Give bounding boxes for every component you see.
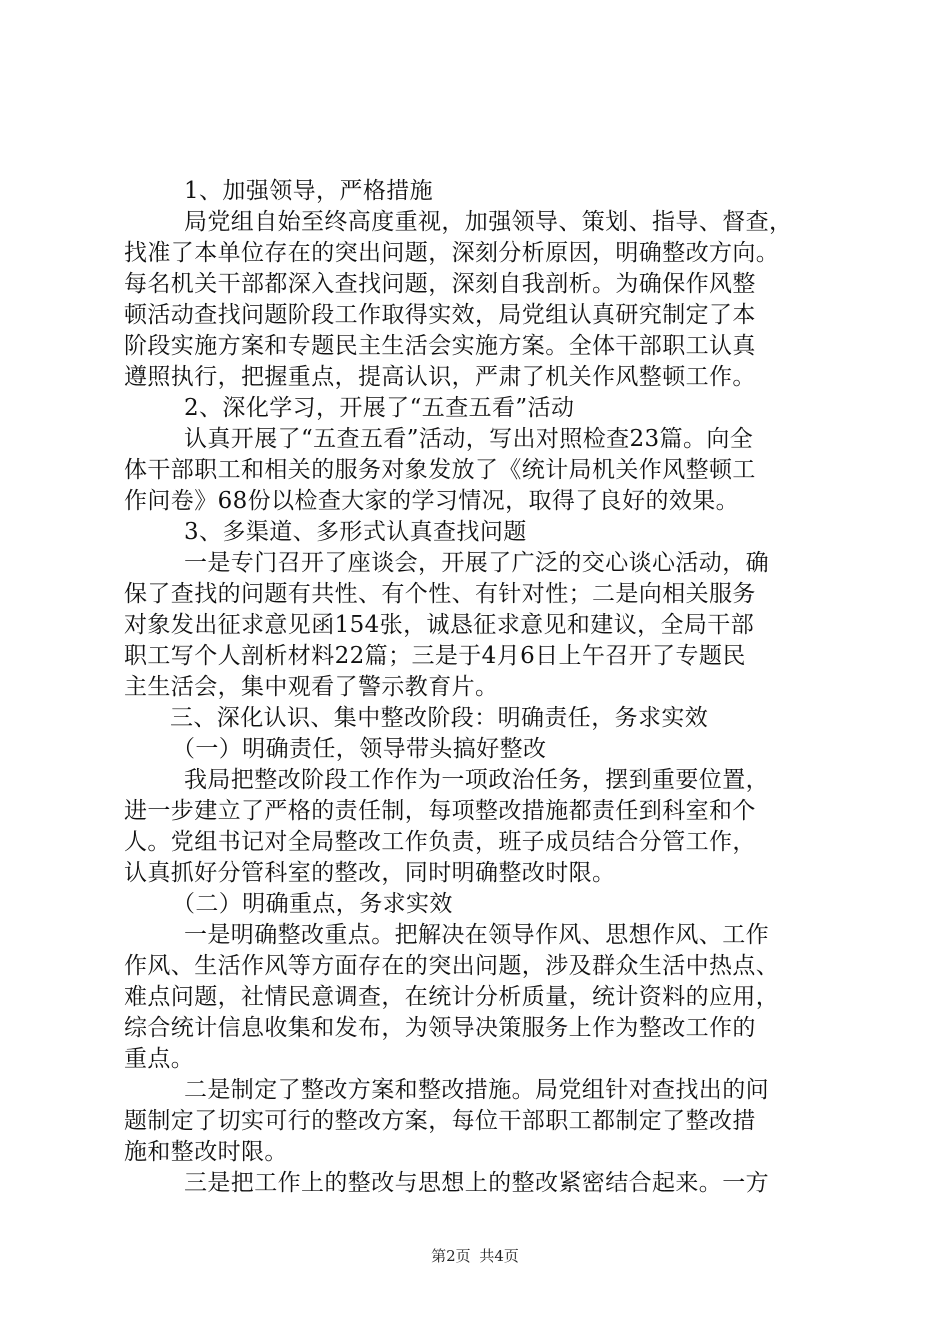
paragraph-line: 难点问题，社情民意调查，在统计分析质量，统计资料的应用， — [124, 984, 780, 1010]
paragraph-line: 对象发出征求意见函154张，诚恳征求意见和建议，全局干部 — [124, 612, 755, 638]
paragraph-line: 施和整改时限。 — [124, 1139, 288, 1165]
paragraph-line: 体干部职工和相关的服务对象发放了《统计局机关作风整顿工 — [124, 457, 756, 483]
paragraph-line: 职工写个人剖析材料22篇；三是于4月6日上午召开了专题民 — [124, 643, 746, 669]
chapter-heading-3: 三、深化认识、集中整改阶段：明确责任，务求实效 — [170, 705, 709, 731]
paragraph-line: 保了查找的问题有共性、有个性、有针对性；二是向相关服务 — [124, 581, 756, 607]
paragraph-line: 重点。 — [124, 1046, 195, 1072]
paragraph-line: 作问卷》68份以检查大家的学习情况，取得了良好的效果。 — [124, 488, 740, 514]
paragraph-line: 局党组自始至终高度重视，加强领导、策划、指导、督查， — [184, 209, 793, 235]
paragraph-line: 阶段实施方案和专题民主生活会实施方案。全体干部职工认真 — [124, 333, 756, 359]
paragraph-line: 我局把整改阶段工作作为一项政治任务，摆到重要位置， — [184, 767, 769, 793]
section-heading-1: 1、加强领导，严格措施 — [184, 178, 434, 204]
paragraph-line: 综合统计信息收集和发布，为领导决策服务上作为整改工作的 — [124, 1015, 756, 1041]
page-footer — [0, 1246, 950, 1266]
paragraph-line: 二是制定了整改方案和整改措施。局党组针对查找出的问 — [184, 1077, 769, 1103]
paragraph-line: 作风、生活作风等方面存在的突出问题，涉及群众生活中热点、 — [124, 953, 780, 979]
paragraph-line: 三是把工作上的整改与思想上的整改紧密结合起来。一方 — [184, 1170, 769, 1196]
paragraph-line: 每名机关干部都深入查找问题，深刻自我剖析。为确保作风整 — [124, 271, 756, 297]
paragraph-line: 遵照执行，把握重点，提高认识，严肃了机关作风整顿工作。 — [124, 364, 756, 390]
paragraph-line: 认真抓好分管科室的整改，同时明确整改时限。 — [124, 860, 616, 886]
paragraph-line: 认真开展了“五查五看”活动，写出对照检查23篇。向全 — [184, 426, 754, 452]
paragraph-line: 主生活会，集中观看了警示教育片。 — [124, 674, 499, 700]
paragraph-line: 顿活动查找问题阶段工作取得实效，局党组认真研究制定了本 — [124, 302, 756, 328]
paragraph-line: 题制定了切实可行的整改方案，每位干部职工都制定了整改措 — [124, 1108, 756, 1134]
section-heading-2: 2、深化学习，开展了“五查五看”活动 — [184, 395, 575, 421]
section-heading-3: 3、多渠道、多形式认真查找问题 — [184, 519, 527, 545]
document-body — [124, 176, 836, 1199]
paragraph-line: 进一步建立了严格的责任制，每项整改措施都责任到科室和个 — [124, 798, 756, 824]
paragraph-line: 人。党组书记对全局整改工作负责，班子成员结合分管工作， — [124, 829, 756, 855]
paragraph-line: 一是明确整改重点。把解决在领导作风、思想作风、工作 — [184, 922, 769, 948]
subsection-heading-1: （一）明确责任，领导带头搞好整改 — [172, 736, 547, 762]
paragraph-line: 找准了本单位存在的突出问题，深刻分析原因，明确整改方向。 — [124, 240, 780, 266]
page-number-current: 第2页 — [431, 1247, 471, 1265]
paragraph-line: 一是专门召开了座谈会，开展了广泛的交心谈心活动，确 — [184, 550, 769, 576]
subsection-heading-2: （二）明确重点，务求实效 — [172, 891, 453, 917]
page-number-total: 共4页 — [479, 1247, 519, 1265]
